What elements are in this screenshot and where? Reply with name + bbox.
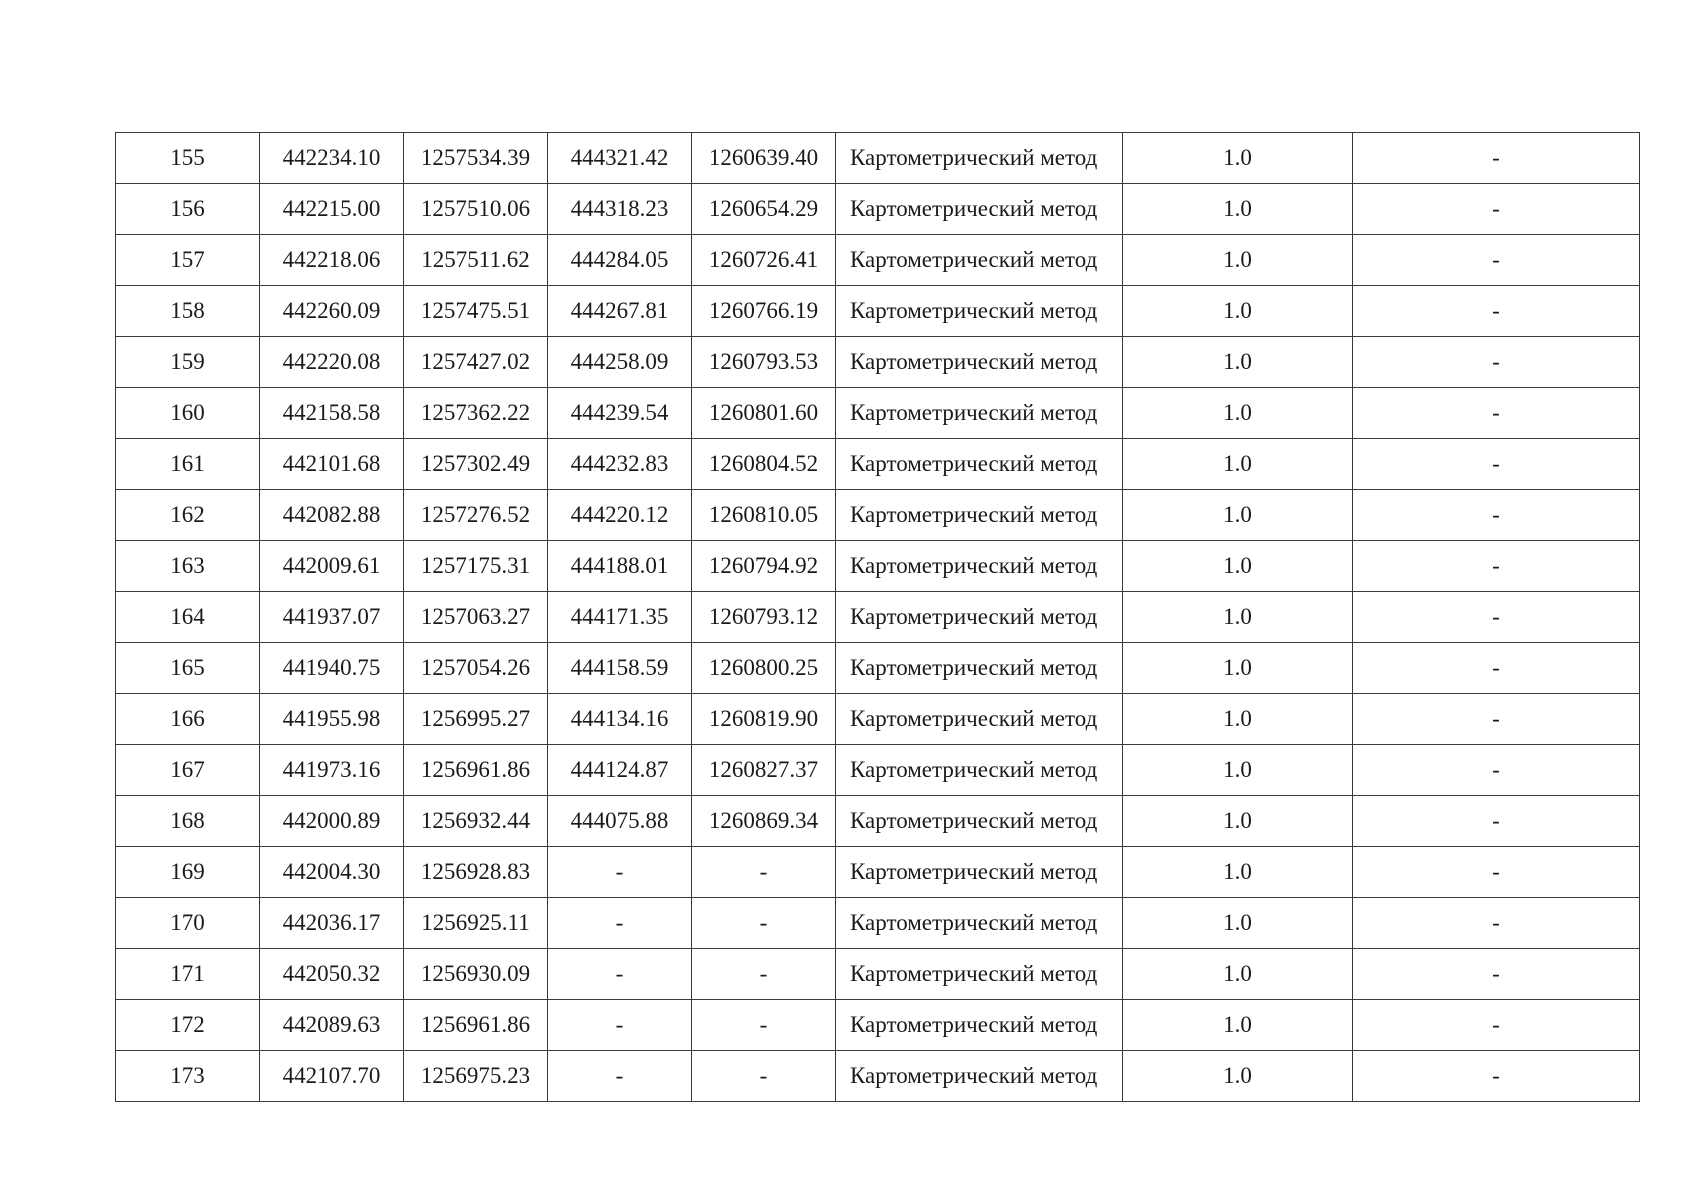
x-old-cell: 442082.88 <box>260 490 404 541</box>
table-body <box>116 133 1640 1102</box>
method-cell: Картометрический метод <box>836 490 1123 541</box>
x-new-cell: - <box>548 1051 692 1102</box>
table-row <box>116 592 1640 643</box>
method-cell: Картометрический метод <box>836 847 1123 898</box>
y-old-cell: 1256932.44 <box>404 796 548 847</box>
y-new-cell: 1260793.12 <box>692 592 836 643</box>
x-new-cell: 444239.54 <box>548 388 692 439</box>
x-new-cell: 444124.87 <box>548 745 692 796</box>
y-new-cell: - <box>692 847 836 898</box>
table-row <box>116 235 1640 286</box>
accuracy-cell: 1.0 <box>1123 184 1353 235</box>
method-cell: Картометрический метод <box>836 643 1123 694</box>
point-number-cell: 160 <box>116 388 260 439</box>
y-old-cell: 1257276.52 <box>404 490 548 541</box>
method-cell: Картометрический метод <box>836 388 1123 439</box>
x-old-cell: 441937.07 <box>260 592 404 643</box>
method-cell: Картометрический метод <box>836 337 1123 388</box>
y-old-cell: 1257175.31 <box>404 541 548 592</box>
x-old-cell: 442089.63 <box>260 1000 404 1051</box>
table-row <box>116 1000 1640 1051</box>
accuracy-cell: 1.0 <box>1123 490 1353 541</box>
y-new-cell: - <box>692 1051 836 1102</box>
note-cell: - <box>1353 796 1640 847</box>
y-new-cell: 1260639.40 <box>692 133 836 184</box>
y-old-cell: 1256975.23 <box>404 1051 548 1102</box>
note-cell: - <box>1353 694 1640 745</box>
y-old-cell: 1256961.86 <box>404 745 548 796</box>
note-cell: - <box>1353 949 1640 1000</box>
note-cell: - <box>1353 745 1640 796</box>
table-row <box>116 388 1640 439</box>
x-new-cell: 444075.88 <box>548 796 692 847</box>
x-new-cell: - <box>548 898 692 949</box>
table-row <box>116 745 1640 796</box>
note-cell: - <box>1353 286 1640 337</box>
accuracy-cell: 1.0 <box>1123 694 1353 745</box>
x-old-cell: 442215.00 <box>260 184 404 235</box>
x-old-cell: 441973.16 <box>260 745 404 796</box>
table-row <box>116 949 1640 1000</box>
point-number-cell: 157 <box>116 235 260 286</box>
point-number-cell: 155 <box>116 133 260 184</box>
accuracy-cell: 1.0 <box>1123 133 1353 184</box>
y-new-cell: 1260804.52 <box>692 439 836 490</box>
y-new-cell: 1260794.92 <box>692 541 836 592</box>
x-new-cell: 444258.09 <box>548 337 692 388</box>
accuracy-cell: 1.0 <box>1123 949 1353 1000</box>
accuracy-cell: 1.0 <box>1123 541 1353 592</box>
accuracy-cell: 1.0 <box>1123 592 1353 643</box>
coordinates-table <box>115 132 1640 1102</box>
point-number-cell: 173 <box>116 1051 260 1102</box>
method-cell: Картометрический метод <box>836 949 1123 1000</box>
note-cell: - <box>1353 1000 1640 1051</box>
point-number-cell: 172 <box>116 1000 260 1051</box>
method-cell: Картометрический метод <box>836 745 1123 796</box>
table-row <box>116 439 1640 490</box>
x-old-cell: 442220.08 <box>260 337 404 388</box>
y-new-cell: 1260793.53 <box>692 337 836 388</box>
x-old-cell: 441940.75 <box>260 643 404 694</box>
note-cell: - <box>1353 439 1640 490</box>
method-cell: Картометрический метод <box>836 184 1123 235</box>
y-old-cell: 1256995.27 <box>404 694 548 745</box>
y-old-cell: 1257511.62 <box>404 235 548 286</box>
table-row <box>116 184 1640 235</box>
x-old-cell: 442260.09 <box>260 286 404 337</box>
note-cell: - <box>1353 592 1640 643</box>
x-new-cell: 444232.83 <box>548 439 692 490</box>
point-number-cell: 158 <box>116 286 260 337</box>
table-row <box>116 847 1640 898</box>
point-number-cell: 168 <box>116 796 260 847</box>
x-new-cell: 444318.23 <box>548 184 692 235</box>
x-new-cell: - <box>548 1000 692 1051</box>
method-cell: Картометрический метод <box>836 592 1123 643</box>
method-cell: Картометрический метод <box>836 1000 1123 1051</box>
accuracy-cell: 1.0 <box>1123 235 1353 286</box>
y-old-cell: 1257302.49 <box>404 439 548 490</box>
table-row <box>116 898 1640 949</box>
y-old-cell: 1256925.11 <box>404 898 548 949</box>
note-cell: - <box>1353 337 1640 388</box>
x-old-cell: 442234.10 <box>260 133 404 184</box>
table-row <box>116 1051 1640 1102</box>
method-cell: Картометрический метод <box>836 286 1123 337</box>
method-cell: Картометрический метод <box>836 898 1123 949</box>
point-number-cell: 166 <box>116 694 260 745</box>
x-new-cell: - <box>548 949 692 1000</box>
y-old-cell: 1257534.39 <box>404 133 548 184</box>
y-new-cell: - <box>692 1000 836 1051</box>
x-new-cell: - <box>548 847 692 898</box>
x-new-cell: 444321.42 <box>548 133 692 184</box>
x-old-cell: 442101.68 <box>260 439 404 490</box>
point-number-cell: 164 <box>116 592 260 643</box>
y-new-cell: 1260766.19 <box>692 286 836 337</box>
table-row <box>116 286 1640 337</box>
method-cell: Картометрический метод <box>836 133 1123 184</box>
y-old-cell: 1256930.09 <box>404 949 548 1000</box>
x-new-cell: 444284.05 <box>548 235 692 286</box>
x-new-cell: 444188.01 <box>548 541 692 592</box>
method-cell: Картометрический метод <box>836 694 1123 745</box>
x-new-cell: 444134.16 <box>548 694 692 745</box>
accuracy-cell: 1.0 <box>1123 745 1353 796</box>
x-old-cell: 442009.61 <box>260 541 404 592</box>
x-old-cell: 442004.30 <box>260 847 404 898</box>
note-cell: - <box>1353 643 1640 694</box>
accuracy-cell: 1.0 <box>1123 439 1353 490</box>
table-row <box>116 796 1640 847</box>
table-row <box>116 133 1640 184</box>
point-number-cell: 165 <box>116 643 260 694</box>
y-old-cell: 1256961.86 <box>404 1000 548 1051</box>
note-cell: - <box>1353 490 1640 541</box>
accuracy-cell: 1.0 <box>1123 286 1353 337</box>
y-new-cell: 1260810.05 <box>692 490 836 541</box>
x-old-cell: 442158.58 <box>260 388 404 439</box>
y-new-cell: 1260869.34 <box>692 796 836 847</box>
x-new-cell: 444171.35 <box>548 592 692 643</box>
accuracy-cell: 1.0 <box>1123 388 1353 439</box>
point-number-cell: 156 <box>116 184 260 235</box>
point-number-cell: 169 <box>116 847 260 898</box>
method-cell: Картометрический метод <box>836 796 1123 847</box>
y-old-cell: 1257054.26 <box>404 643 548 694</box>
accuracy-cell: 1.0 <box>1123 898 1353 949</box>
table-row <box>116 490 1640 541</box>
note-cell: - <box>1353 1051 1640 1102</box>
note-cell: - <box>1353 898 1640 949</box>
x-new-cell: 444220.12 <box>548 490 692 541</box>
x-new-cell: 444158.59 <box>548 643 692 694</box>
x-old-cell: 442050.32 <box>260 949 404 1000</box>
x-old-cell: 442218.06 <box>260 235 404 286</box>
x-old-cell: 442036.17 <box>260 898 404 949</box>
note-cell: - <box>1353 184 1640 235</box>
note-cell: - <box>1353 847 1640 898</box>
y-new-cell: 1260827.37 <box>692 745 836 796</box>
x-old-cell: 441955.98 <box>260 694 404 745</box>
point-number-cell: 170 <box>116 898 260 949</box>
accuracy-cell: 1.0 <box>1123 1051 1353 1102</box>
x-new-cell: 444267.81 <box>548 286 692 337</box>
point-number-cell: 171 <box>116 949 260 1000</box>
y-new-cell: - <box>692 949 836 1000</box>
table-row <box>116 694 1640 745</box>
method-cell: Картометрический метод <box>836 541 1123 592</box>
point-number-cell: 167 <box>116 745 260 796</box>
point-number-cell: 163 <box>116 541 260 592</box>
table-row <box>116 541 1640 592</box>
accuracy-cell: 1.0 <box>1123 847 1353 898</box>
note-cell: - <box>1353 388 1640 439</box>
y-old-cell: 1257510.06 <box>404 184 548 235</box>
accuracy-cell: 1.0 <box>1123 643 1353 694</box>
accuracy-cell: 1.0 <box>1123 796 1353 847</box>
y-old-cell: 1257362.22 <box>404 388 548 439</box>
note-cell: - <box>1353 235 1640 286</box>
point-number-cell: 161 <box>116 439 260 490</box>
y-new-cell: - <box>692 898 836 949</box>
y-new-cell: 1260800.25 <box>692 643 836 694</box>
method-cell: Картометрический метод <box>836 1051 1123 1102</box>
accuracy-cell: 1.0 <box>1123 337 1353 388</box>
y-old-cell: 1256928.83 <box>404 847 548 898</box>
accuracy-cell: 1.0 <box>1123 1000 1353 1051</box>
x-old-cell: 442000.89 <box>260 796 404 847</box>
method-cell: Картометрический метод <box>836 439 1123 490</box>
y-old-cell: 1257475.51 <box>404 286 548 337</box>
y-new-cell: 1260654.29 <box>692 184 836 235</box>
y-old-cell: 1257427.02 <box>404 337 548 388</box>
table-row <box>116 643 1640 694</box>
point-number-cell: 159 <box>116 337 260 388</box>
note-cell: - <box>1353 133 1640 184</box>
y-old-cell: 1257063.27 <box>404 592 548 643</box>
y-new-cell: 1260726.41 <box>692 235 836 286</box>
method-cell: Картометрический метод <box>836 235 1123 286</box>
y-new-cell: 1260801.60 <box>692 388 836 439</box>
y-new-cell: 1260819.90 <box>692 694 836 745</box>
point-number-cell: 162 <box>116 490 260 541</box>
table-row <box>116 337 1640 388</box>
x-old-cell: 442107.70 <box>260 1051 404 1102</box>
note-cell: - <box>1353 541 1640 592</box>
